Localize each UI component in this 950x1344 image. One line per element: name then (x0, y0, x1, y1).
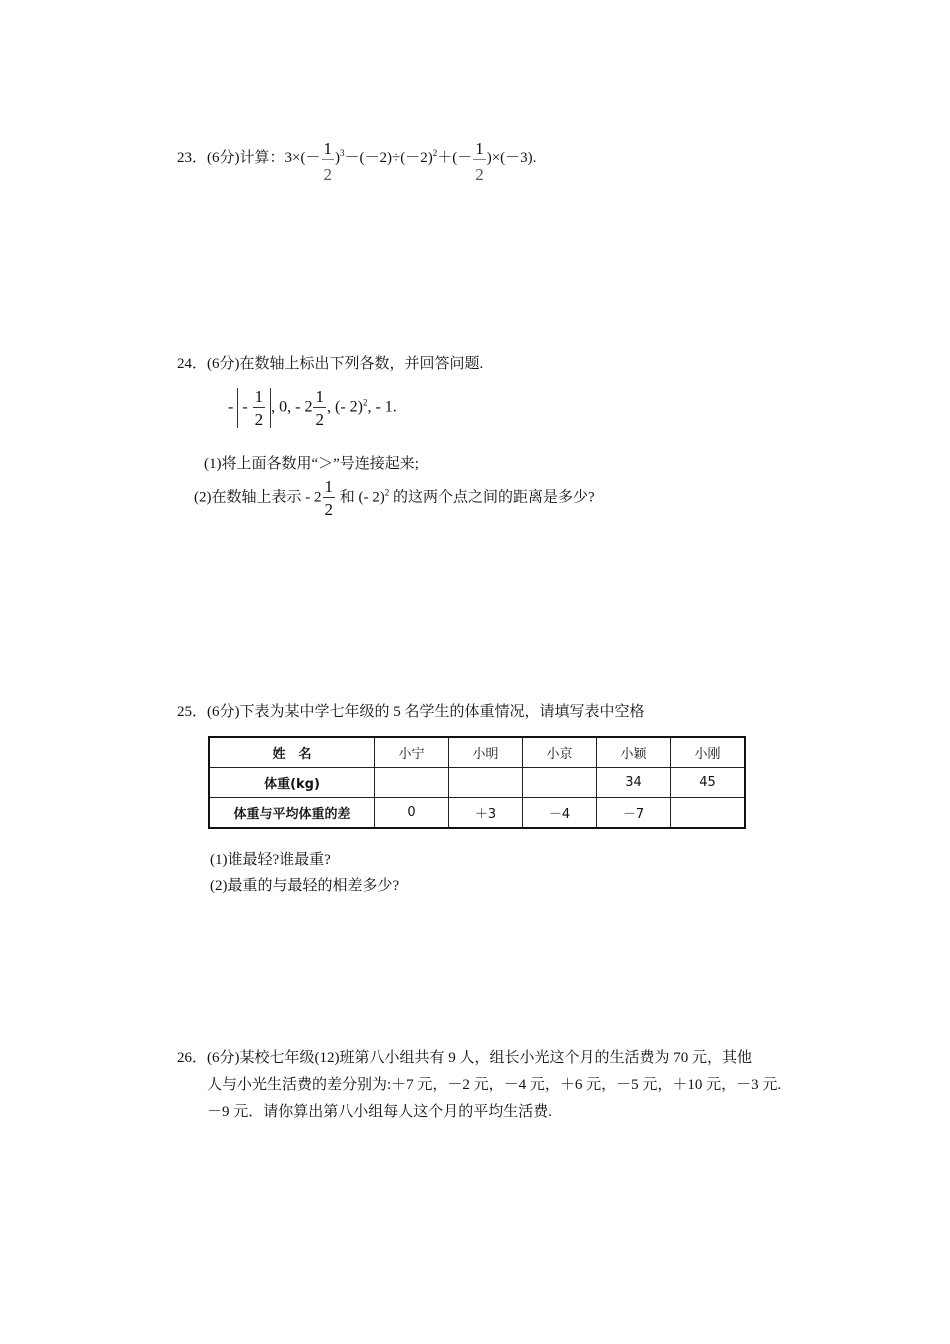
absolute-value: - $\frac{1}{2}$ (237, 388, 271, 428)
header-cell: 小刚 (671, 737, 746, 768)
q23-expr-a: 3×(－ (284, 150, 321, 166)
table-cell: 45 (671, 768, 746, 798)
q26-line2: 人与小光生活费的差分别为:＋7 元，－2 元，－4 元，＋6 元，－5 元，＋10 元，－3 元. (207, 1077, 782, 1093)
table-cell-blank[interactable] (375, 768, 449, 798)
question-25 (177, 700, 645, 721)
header-cell: 小颖 (597, 737, 671, 768)
q24-text: 在数轴上标出下列各数，并回答问题. (239, 356, 484, 372)
q25-text: 下表为某中学七年级的 5 名学生的体重情况，请填写表中空格 (239, 704, 645, 720)
q23-points: (6分) (207, 150, 240, 166)
q24-number: 24． (177, 356, 208, 372)
table-row (209, 798, 745, 829)
table-cell: ＋3 (449, 798, 523, 829)
question-26 (177, 1045, 827, 1126)
header-cell: 小京 (523, 737, 597, 768)
q25-sub1: (1)谁最轻?谁最重? (210, 852, 331, 868)
header-cell: 小明 (449, 737, 523, 768)
table-cell: －7 (597, 798, 671, 829)
table-row (209, 768, 745, 798)
q24-number-list: - - $\frac{1}{2}$ , 0, - 2 $\frac{1}{2}$ , (- 2)$^2$, - 1. (228, 387, 397, 429)
q26-line3: －9 元．请你算出第八小组每人这个月的平均生活费. (207, 1104, 553, 1120)
header-cell: 姓 名 (209, 737, 375, 768)
q23-label: 计算： (239, 150, 285, 166)
question-24 (177, 352, 483, 373)
q25-sub2: (2)最重的与最轻的相差多少? (210, 878, 400, 894)
q24-points: (6分) (207, 356, 240, 372)
table-cell: －4 (523, 798, 597, 829)
table-cell-blank[interactable] (449, 768, 523, 798)
table-cell: 0 (375, 798, 449, 829)
table-cell: 体重与平均体重的差 (209, 798, 375, 829)
q25-number: 25． (177, 704, 208, 720)
q25-points: (6分) (207, 704, 240, 720)
table-header-row (209, 737, 745, 768)
table-cell: 34 (597, 768, 671, 798)
table-cell-blank[interactable] (523, 768, 597, 798)
q23-number: 23． (177, 150, 208, 166)
header-cell: 小宁 (375, 737, 449, 768)
q24-sub2: (2)在数轴上表示 - 2 $\frac{1}{2}$ 和 (- 2)$^2$ 的这两个点之间的距离是多少? (194, 477, 595, 519)
question-23: 23．(6分)计算：3×(－ $\frac{1}{2}$ )$^3-(-2)\div(-2)^2+(-$ $\frac{1}{2}$ )×(－3). (177, 139, 537, 184)
table-cell-blank[interactable] (671, 798, 746, 829)
q23-fraction-2: $\frac{1}{2}$ (475, 139, 484, 184)
weight-table (208, 736, 746, 829)
q24-sub1: (1)将上面各数用“＞”号连接起来; (204, 456, 419, 472)
q26-line1: 26．(6分)某校七年级(12)班第八小组共有 9 人，组长小光这个月的生活费为 70 元，其他 (177, 1050, 752, 1066)
table-cell: 体重(kg) (209, 768, 375, 798)
q23-fraction-1: $\frac{1}{2}$ (323, 139, 332, 184)
